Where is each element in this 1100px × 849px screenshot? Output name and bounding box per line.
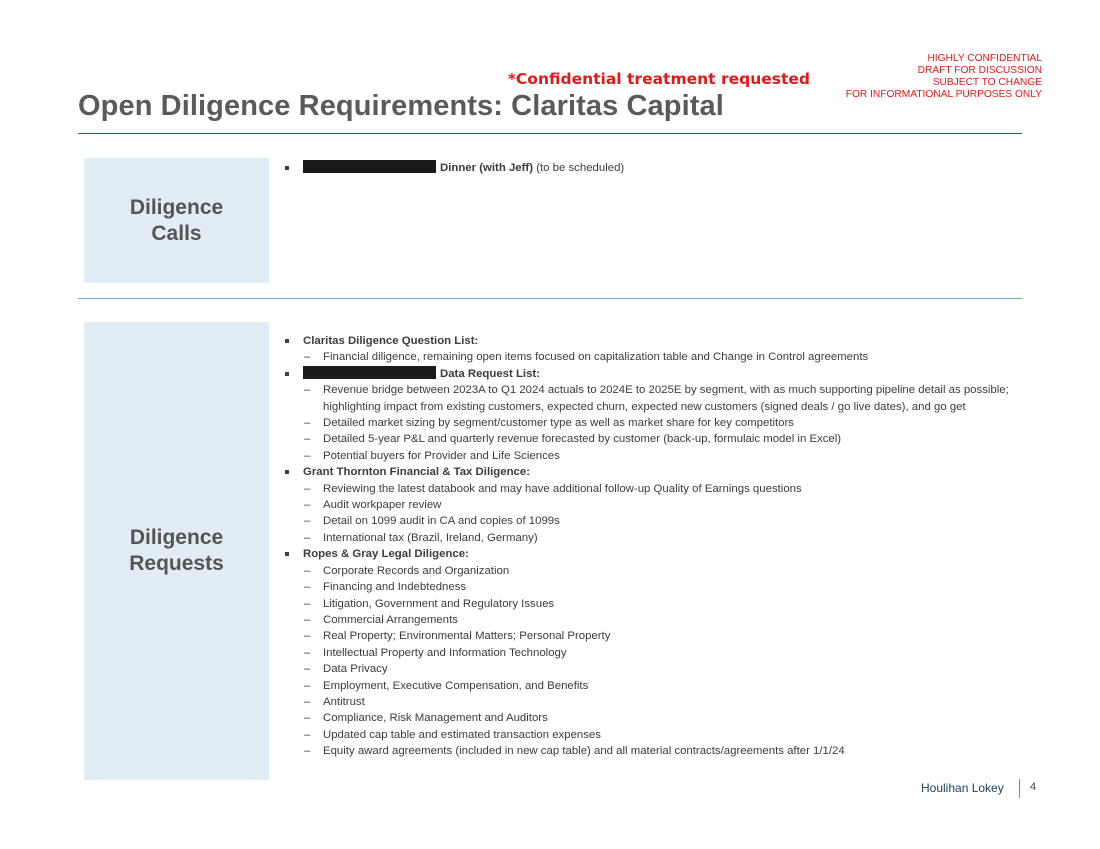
page-title: Open Diligence Requirements: Claritas Capital	[78, 90, 724, 122]
request-item: – Financing and Indebtedness	[284, 579, 1024, 595]
confidential-line: HIGHLY CONFIDENTIAL	[927, 53, 1042, 64]
footer-divider	[1019, 779, 1020, 798]
request-item: – Potential buyers for Provider and Life Sciences	[284, 448, 1024, 464]
section-divider	[78, 298, 1022, 299]
request-item: – Detail on 1099 audit in CA and copies of 1099s	[284, 513, 1024, 529]
group-heading-text: Grant Thornton Financial & Tax Diligence:	[303, 466, 530, 479]
request-item: – Litigation, Government and Regulatory Issues	[284, 596, 1024, 612]
label-line: Requests	[129, 552, 224, 575]
diligence-requests-label	[84, 322, 269, 780]
diligence-calls-label	[84, 158, 269, 283]
request-item: – Detailed 5-year P&L and quarterly revenue forecasted by customer (back-up, formulaic model in Excel)	[284, 431, 1024, 447]
request-item: – Commercial Arrangements	[284, 612, 1024, 628]
request-group-heading	[284, 333, 1024, 349]
request-item: – Audit workpaper review	[284, 497, 1024, 513]
list-item	[284, 160, 624, 176]
request-group-heading	[284, 546, 1024, 562]
confidential-treatment-note: *Confidential treatment requested	[507, 70, 810, 88]
request-item: – Detailed market sizing by segment/customer type as well as market share for key competitors	[284, 415, 1024, 431]
diligence-calls-content	[284, 160, 624, 176]
request-item: – Data Privacy	[284, 661, 1024, 677]
confidentiality-stamp	[846, 53, 1042, 101]
brand-logo: Houlihan Lokey	[921, 781, 1004, 795]
page-number: 4	[1030, 781, 1037, 793]
request-item: – Antitrust	[284, 694, 1024, 710]
request-item: – Real Property; Environmental Matters; Personal Property	[284, 628, 1024, 644]
item-heading: Dinner (with Jeff)	[440, 162, 534, 174]
group-heading-text: Claritas Diligence Question List:	[303, 335, 479, 347]
confidential-line: DRAFT FOR DISCUSSION	[917, 65, 1042, 76]
confidential-line: FOR INFORMATIONAL PURPOSES ONLY	[845, 89, 1042, 100]
request-item: – Equity award agreements (included in new cap table) and all material contracts/agreements after 1/1/24	[284, 743, 1024, 759]
label-line: Calls	[151, 221, 202, 245]
request-item: – Updated cap table and estimated transaction expenses	[284, 727, 1024, 743]
request-item: – Corporate Records and Organization	[284, 563, 1024, 579]
title-divider	[78, 133, 1022, 134]
request-item: – Reviewing the latest databook and may have additional follow-up Quality of Earnings questions	[284, 481, 1024, 497]
request-item: – Employment, Executive Compensation, and Benefits	[284, 678, 1024, 694]
redaction-bar	[303, 160, 436, 173]
confidential-line: SUBJECT TO CHANGE	[932, 77, 1042, 88]
request-item: – Revenue bridge between 2023A to Q1 2024 actuals to 2024E to 2025E by segment, with as much supporting pipeline detail as possible; highlighting impact from existing customers, expected churn, expected new customers (signed deals / go live dates), and go get	[284, 382, 1024, 415]
request-item: – Financial diligence, remaining open items focused on capitalization table and Change in Control agreements	[284, 349, 1024, 365]
request-group-heading	[284, 464, 1024, 480]
request-group-heading	[284, 366, 1024, 382]
diligence-requests-content	[284, 333, 1024, 760]
group-heading-text: Data Request List:	[440, 367, 541, 380]
item-detail: (to be scheduled)	[533, 162, 625, 174]
request-item: – Intellectual Property and Information Technology	[284, 645, 1024, 661]
label-line: Diligence	[129, 195, 224, 219]
group-heading-text: Ropes & Gray Legal Diligence:	[303, 548, 469, 561]
redaction-bar	[303, 366, 436, 379]
request-item: – International tax (Brazil, Ireland, Germany)	[284, 530, 1024, 546]
label-line: Diligence	[129, 526, 224, 549]
request-item: – Compliance, Risk Management and Auditors	[284, 710, 1024, 726]
